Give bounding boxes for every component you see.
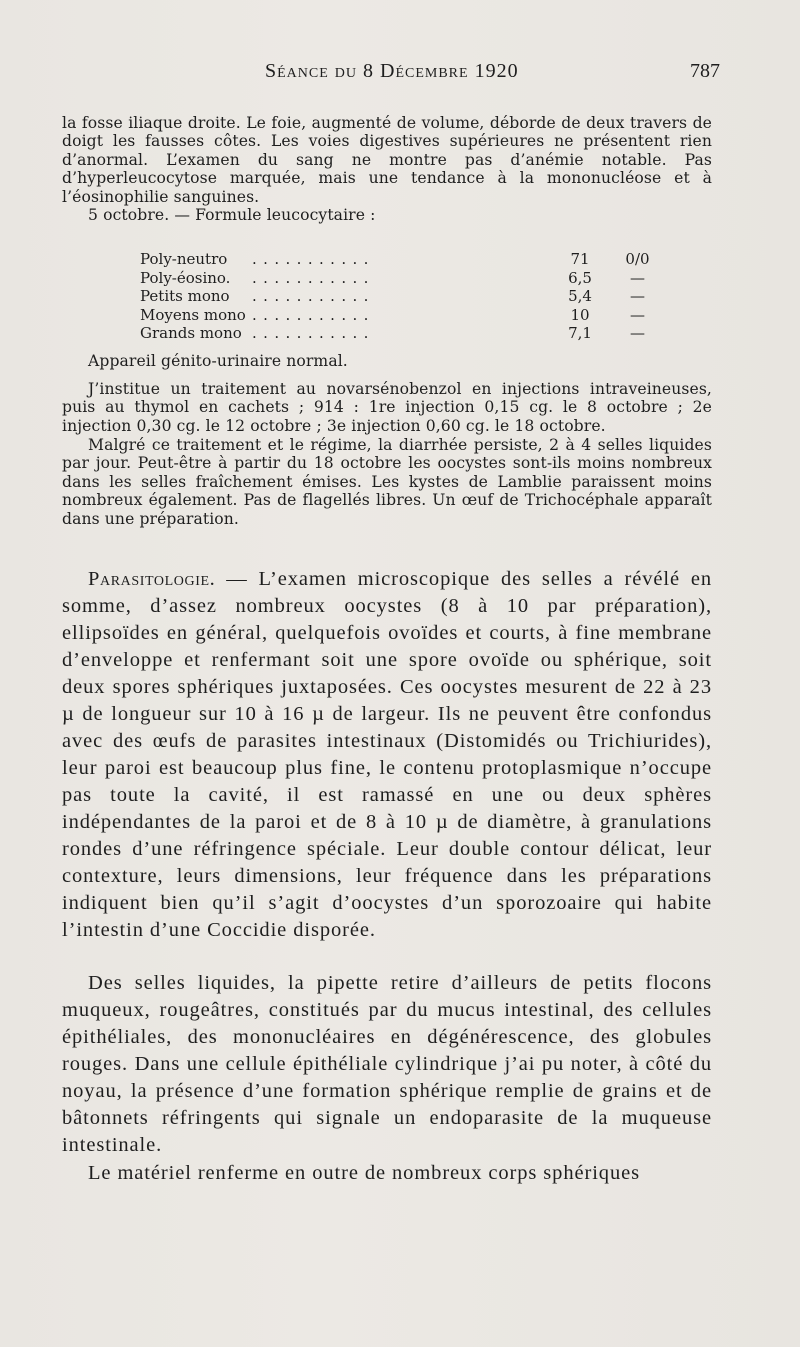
leader-dots: ........... (252, 324, 375, 343)
leader-dots: ........... (252, 250, 375, 268)
table-row (140, 250, 660, 269)
paragraph-treatment: J’institue un traitement au novarsénobenzol en injections intraveineuses, puis au thymol en cachets ; 914 : 1re injection 0,15 cg. le 8 octobre ; 2e injection 0,30 cg. le 12 octobre ; 3e injection 0,60 cg. le 18 octobre. (62, 380, 712, 435)
header-title: Séance du 8 Décembre 1920 (265, 60, 519, 82)
row-label: Poly-neutro (140, 250, 228, 268)
row-label: Moyens mono (140, 305, 246, 324)
table-row (140, 306, 660, 325)
row-label: Poly-éosino. (140, 268, 231, 287)
paragraph-formula-intro: 5 octobre. — Formule leucocytaire : (88, 206, 376, 224)
paragraph-parasitology (62, 566, 712, 944)
running-header (60, 60, 720, 96)
leader-dots: ........... (252, 268, 375, 287)
paragraph-genito-urinary: Appareil génito-urinaire normal. (88, 352, 348, 370)
table-row (140, 269, 660, 288)
row-value: 71 (570, 250, 590, 268)
row-unit: — (630, 287, 645, 306)
row-label: Petits mono (140, 287, 230, 306)
row-value: 7,1 (568, 324, 592, 343)
table-row (140, 324, 660, 343)
paragraph-evolution: Malgré ce traitement et le régime, la diarrhée persiste, 2 à 4 selles liquides par jour. Peut-être à partir du 18 octobre les oocystes sont-ils moins nombreux dans les selles fraîchement émises. Les kystes de Lamblie paraissent moins nombreux également. Pas de flagellés libres. Un œuf de Trichocéphale apparaît dans une préparation. (62, 436, 712, 528)
row-unit: — (630, 305, 645, 324)
leucocyte-formula-table (140, 250, 660, 343)
paragraph-material: Le matériel renferme en outre de nombreux corps sphériques (88, 1162, 640, 1184)
row-value: 6,5 (568, 268, 592, 287)
paragraph-mucus-flakes: Des selles liquides, la pipette retire d’ailleurs de petits flocons muqueux, rougeâtres, constitués par du mucus intestinal, des cellules épithéliales, des mononucléaires en dégénérescence, des globules rouges. Dans une cellule épithéliale cylindrique j’ai pu noter, à côté du noyau, la présence d’une formation sphérique remplie de grains et de bâtonnets réfringents qui signale un endoparasite de la muqueuse intestinale. (62, 972, 712, 1156)
leader-dots: ........... (252, 305, 375, 324)
row-value: 10 (570, 305, 590, 324)
row-label: Grands mono (140, 324, 242, 343)
leader-dots: ........... (252, 287, 375, 306)
row-unit: 0/0 (625, 250, 650, 268)
row-unit: — (630, 324, 645, 343)
row-value: 5,4 (568, 287, 592, 306)
row-unit: — (630, 268, 645, 287)
paragraph-clinical-exam: la fosse iliaque droite. Le foie, augmenté de volume, déborde de deux travers de doigt les fausses côtes. Les voies digestives supérieures ne présentent rien d’anormal. L’examen du sang ne montre pas d’anémie notable. Pas d’hyperleucocytose marquée, mais une tendance à la mononucléose et à l’éosinophilie sanguines. (62, 114, 712, 206)
parasitology-text: — L’examen microscopique des selles a révélé en somme, d’assez nombreux oocystes (8 à 10 par préparation), ellipsoïdes en général, quelquefois ovoïdes et courts, à fine membrane d’enveloppe et renfermant soit une spore ovoïde ou sphérique, soit deux spores sphériques juxtaposées. Ces oocystes mesurent de 22 à 23 µ de longueur sur 10 à 16 µ de largeur. Ils ne peuvent être confondus avec des œufs de parasites intestinaux (Distomidés ou Trichiurides), leur paroi est beaucoup plus fine, le contenu protoplasmique n’occupe pas toute la cavité, il est ramassé en une ou deux sphères indépendantes de la paroi et de 8 à 10 µ de diamètre, à granulations rondes d’une réfringence spéciale. Leur double contour délicat, leur contexture, leurs dimensions, leur fréquence dans les préparations indiquent bien qu’il s’agit d’oocystes d’un sporozoaire qui habite l’intestin d’une Coccidie disporée. (62, 568, 712, 941)
page-number: 787 (690, 60, 720, 82)
table-row (140, 287, 660, 306)
section-heading: Parasitologie. (88, 568, 216, 590)
